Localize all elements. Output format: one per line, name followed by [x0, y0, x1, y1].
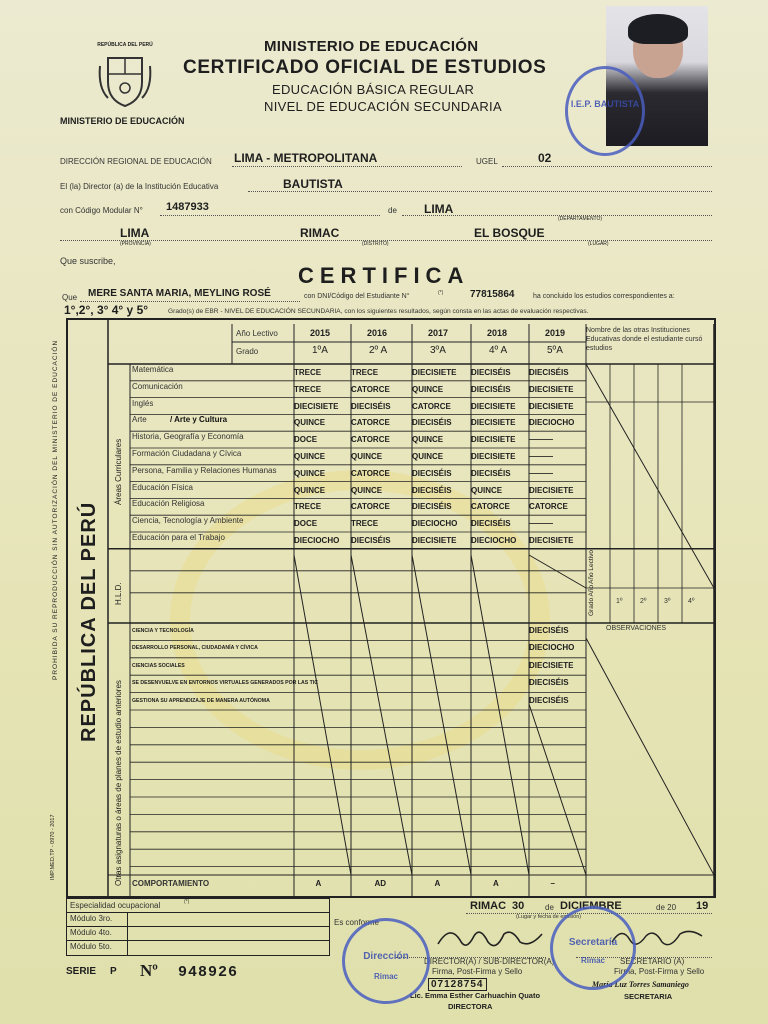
- comportamiento-mark: A: [493, 879, 499, 888]
- dre-label: DIRECCIÓN REGIONAL DE EDUCACIÓN: [60, 157, 212, 166]
- grade-label: 1ºA: [312, 345, 328, 356]
- dre-value: LIMA - METROPOLITANA: [234, 151, 378, 165]
- right-grado-label: Grado Año: [588, 584, 595, 616]
- lugar-value: EL BOSQUE: [474, 226, 545, 240]
- codigo-label: con Código Modular N°: [60, 206, 143, 215]
- year-label: 2016: [367, 328, 388, 338]
- other-subject-mark: DIECIOCHO: [529, 643, 575, 653]
- imp-text: IMP.MED.TP - 0970 - 2017: [50, 814, 56, 880]
- grade-mark: CATORCE: [351, 384, 390, 394]
- anio-label: Año Lectivo: [236, 329, 278, 338]
- de-label: de: [388, 206, 397, 215]
- diagonal-strike: [351, 555, 412, 875]
- grade-mark: DIECISIETE: [294, 401, 339, 411]
- secretary-stamp-text: Secretaría: [568, 937, 618, 948]
- comportamiento-label: COMPORTAMIENTO: [132, 879, 210, 888]
- grade-mark: DIECISIETE: [471, 418, 516, 428]
- subject-name: Historia, Geografía y Economía: [132, 432, 244, 442]
- year-label: 2019: [545, 328, 566, 338]
- issue-year: 19: [696, 900, 709, 912]
- grade-mark: DIECISIETE: [412, 368, 457, 377]
- subject-name: Arte: [132, 415, 147, 425]
- concluido-label: ha concluido los estudios correspondientes a:: [533, 293, 675, 300]
- grados-value: 1°,2°, 3° 4° y 5°: [64, 303, 149, 317]
- lugar-fecha-caption: (Lugar y fecha de emisión): [516, 914, 582, 920]
- ugel-value: 02: [538, 151, 552, 165]
- numero-value: 948926: [178, 964, 239, 981]
- grade-mark: QUINCE: [294, 452, 326, 461]
- grade-mark: DIECISÉIS: [412, 418, 452, 428]
- year-label: 2017: [428, 328, 449, 338]
- grade-mark: DIECISÉIS: [471, 468, 511, 478]
- suscribe-label: Que suscribe,: [60, 256, 116, 266]
- director-title: DIRECTOR(A) / SUB-DIRECTOR(A): [424, 957, 555, 966]
- diagonal-strike: [294, 555, 351, 875]
- grade-mark: DIECISÉIS: [412, 502, 452, 512]
- grade-mark: CATORCE: [351, 468, 390, 478]
- grade-label: 2º A: [369, 345, 388, 356]
- prov-caption: (PROVINCIA): [120, 241, 151, 247]
- grade-mark: DIECISÉIS: [412, 468, 452, 478]
- grade-mark: DIECISÉIS: [471, 384, 511, 394]
- photo-stamp-text: I.E.P. BAUTISTA: [570, 99, 640, 109]
- director-label: El (la) Director (a) de la Institución Educativa: [60, 182, 219, 191]
- grade-mark: ———: [529, 452, 553, 461]
- certificate-title: CERTIFICADO OFICIAL DE ESTUDIOS: [183, 57, 547, 78]
- grade-mark: DOCE: [294, 519, 318, 529]
- grade-mark: DIECISIETE: [529, 384, 574, 394]
- other-subject-mark: DIECISÉIS: [529, 678, 569, 688]
- grade-mark: QUINCE: [471, 485, 503, 495]
- diagonal-strike: [586, 364, 714, 588]
- grade-mark: DIECISIETE: [529, 485, 574, 495]
- signer-dni: 07128754: [428, 978, 487, 991]
- subject-name: Matemática: [132, 365, 174, 374]
- grade-mark: QUINCE: [294, 468, 326, 478]
- grade-mark: TRECE: [294, 368, 322, 377]
- dni-value: 77815864: [470, 289, 515, 300]
- issue-month: DICIEMBRE: [560, 900, 622, 912]
- grade-mark: DOCE: [294, 435, 318, 445]
- dist-caption: (DISTRITO): [362, 241, 389, 247]
- subject-name: Ciencia, Tecnología y Ambiente: [132, 516, 244, 526]
- serie-value: P: [110, 966, 117, 977]
- grade-label: 4º A: [489, 345, 508, 356]
- modulo4-label: Módulo 4to.: [70, 928, 112, 937]
- observaciones-label: OBSERVACIONES: [606, 625, 667, 632]
- grades-table: [66, 318, 716, 898]
- issue-de1: de: [545, 903, 554, 912]
- header-sub2: NIVEL DE EDUCACIÓN SECUNDARIA: [264, 99, 502, 114]
- ministry-title: MINISTERIO DE EDUCACIÓN: [264, 38, 479, 55]
- director-signature: [430, 918, 550, 958]
- comportamiento-mark: A: [315, 879, 322, 888]
- grade-label: 3ºA: [430, 345, 446, 356]
- numero-label: Nº: [140, 961, 158, 980]
- grade-mark: DIECISIETE: [471, 401, 516, 411]
- grado-label: Grado: [236, 347, 259, 356]
- codigo-line: [160, 215, 380, 216]
- peru-coat-of-arms-icon: [96, 42, 154, 112]
- director-firma: Firma, Post-Firma y Sello: [432, 967, 523, 976]
- student-name: MERE SANTA MARIA, MEYLING ROSÉ: [88, 288, 271, 299]
- secretary-title: SECRETARIO (A): [620, 957, 685, 966]
- issue-day: 30: [512, 900, 525, 912]
- codigo-value: 1487933: [166, 201, 209, 213]
- other-subject-mark: DIECISÉIS: [529, 695, 569, 705]
- grade-mark: DIECISIETE: [471, 452, 516, 461]
- ugel-label: UGEL: [476, 157, 498, 166]
- other-subject-name: CIENCIAS SOCIALES: [132, 662, 185, 669]
- grade-mark: TRECE: [351, 368, 379, 377]
- right-col-label: 1º: [616, 598, 623, 605]
- grade-mark: DIECISIETE: [529, 536, 574, 545]
- ministry-left-label: MINISTERIO DE EDUCACIÓN: [60, 116, 185, 126]
- grade-mark: DIECISIETE: [412, 536, 457, 545]
- right-col-label: 2º: [640, 598, 647, 605]
- grade-mark: QUINCE: [351, 485, 383, 495]
- especialidad-label: Especialidad ocupacional: [70, 901, 161, 910]
- other-subject-mark: DIECISIETE: [529, 660, 574, 670]
- diagonal-strike: [586, 638, 714, 875]
- grade-mark: CATORCE: [529, 502, 568, 512]
- grade-mark: QUINCE: [294, 418, 326, 428]
- dni-label: con DNI/Código del Estudiante N°: [304, 293, 410, 300]
- grade-mark: DIECISÉIS: [351, 401, 391, 411]
- grade-mark: DIECIOCHO: [412, 519, 458, 529]
- diagonal-strike: [412, 555, 471, 875]
- grade-mark: CATORCE: [351, 435, 390, 445]
- dep-value: LIMA: [424, 202, 454, 216]
- other-subject-name: GESTIONA SU APRENDIZAJE DE MANERA AUTÓNOMA: [132, 697, 270, 704]
- dni-note: (*): [438, 290, 444, 296]
- ie-line: [248, 191, 712, 192]
- subject-name: Inglés: [132, 398, 154, 408]
- subject-name: Comunicación: [132, 381, 183, 391]
- other-subject-mark: DIECISÉIS: [529, 626, 569, 635]
- grade-mark: DIECISÉIS: [471, 368, 511, 377]
- subject-extra: / Arte y Cultura: [170, 415, 228, 425]
- areas-vertical: Áreas Curriculares: [114, 438, 123, 505]
- ie-value: BAUTISTA: [283, 177, 343, 191]
- dre-line: [232, 166, 462, 167]
- director-stamp: [342, 918, 430, 1004]
- grade-mark: CATORCE: [412, 401, 451, 411]
- diagonal-strike: [471, 555, 529, 875]
- director-role: DIRECTORA: [448, 1002, 493, 1011]
- serie-label: SERIE: [66, 966, 97, 977]
- grade-mark: DIECISIETE: [471, 435, 516, 445]
- issue-place: RIMAC: [470, 900, 507, 912]
- modulo3-label: Módulo 3ro.: [70, 914, 113, 923]
- subject-name: Educación para el Trabajo: [132, 533, 225, 542]
- other-subject-name: SE DESENVUELVE EN ENTORNOS VIRTUALES GENERADOS POR LAS TIC: [132, 680, 319, 687]
- secretary-role: SECRETARIA: [624, 992, 673, 1001]
- grade-mark: ———: [529, 519, 553, 529]
- hld-vertical: H.L.D.: [114, 582, 123, 605]
- otras-vertical: Otras asignaturas o áreas de planes de estudio anteriores: [114, 680, 123, 886]
- republica-vertical: REPÚBLICA DEL PERÚ: [78, 501, 100, 742]
- grade-mark: DIECIOCHO: [294, 536, 340, 545]
- secretary-stamp: [550, 906, 636, 990]
- year-label: 2015: [310, 328, 331, 338]
- director-stamp-text: Dirección: [363, 951, 409, 962]
- secretary-firma: Firma, Post-Firma y Sello: [614, 967, 705, 976]
- other-subject-name: DESARROLLO PERSONAL, CIUDADANÍA Y CÍVICA: [132, 645, 258, 652]
- diagonal-strike: [529, 555, 586, 588]
- lugar-caption: (LUGAR): [588, 241, 609, 247]
- grade-mark: DIECISIETE: [529, 401, 574, 411]
- grados-text: Grado(s) de EBR - NIVEL DE EDUCACIÓN SECUNDARIA, con los siguientes resultados, según consta en las actas de evaluación respectivas.: [168, 308, 589, 315]
- director-stamp-place: Rimac: [373, 972, 398, 981]
- grade-mark: TRECE: [294, 384, 322, 394]
- grade-mark: DIECISÉIS: [412, 485, 452, 495]
- grade-mark: ———: [529, 468, 553, 478]
- others-header: Nombre de las otras Instituciones Educativas donde el estudiante cursó estudios: [586, 327, 703, 352]
- ugel-line: [502, 166, 712, 167]
- right-col-label: 3º: [664, 598, 671, 605]
- grade-mark: DIECISÉIS: [471, 519, 511, 529]
- grade-mark: QUINCE: [412, 435, 444, 445]
- grade-mark: DIECIOCHO: [529, 418, 575, 428]
- prov-value: LIMA: [120, 226, 150, 240]
- grade-mark: QUINCE: [412, 452, 444, 461]
- grade-mark: CATORCE: [351, 502, 390, 512]
- prohibida-text: PROHIBIDA SU REPRODUCCIÓN SIN AUTORIZACIÓN DEL MINISTERIO DE EDUCACIÓN: [52, 339, 59, 680]
- grade-label: 5ºA: [547, 345, 563, 356]
- right-col-label: 4º: [688, 598, 695, 605]
- comportamiento-mark: –: [550, 879, 555, 888]
- subject-name: Formación Ciudadana y Cívica: [132, 449, 242, 458]
- issue-de2: de 20: [656, 903, 677, 912]
- grade-mark: DIECISÉIS: [351, 536, 391, 545]
- grade-mark: TRECE: [294, 502, 322, 512]
- photo-stamp: [565, 66, 645, 156]
- grade-mark: QUINCE: [412, 384, 444, 394]
- es-conforme-label: Es conforme: [334, 918, 379, 927]
- grade-mark: DIECIOCHO: [471, 536, 517, 545]
- student-line: [80, 301, 300, 302]
- year-label: 2018: [487, 328, 508, 338]
- secretary-name: María Luz Torres Samaniego: [592, 980, 689, 989]
- dist-value: RIMAC: [300, 226, 340, 240]
- grade-mark: QUINCE: [294, 485, 326, 495]
- que-label: Que: [62, 293, 78, 302]
- subject-name: Educación Religiosa: [132, 499, 205, 509]
- comportamiento-mark: A: [434, 879, 441, 888]
- other-subject-name: CIENCIA Y TECNOLOGÍA: [132, 628, 194, 634]
- right-anio-label: Año Lectivo: [588, 550, 595, 584]
- grade-mark: QUINCE: [351, 452, 383, 461]
- grade-mark: ———: [529, 435, 553, 445]
- grade-mark: CATORCE: [351, 418, 390, 428]
- grade-mark: CATORCE: [471, 502, 510, 512]
- especialidad-note: (*): [184, 899, 190, 905]
- subject-name: Persona, Familia y Relaciones Humanas: [132, 465, 277, 475]
- comportamiento-mark: AD: [374, 879, 387, 888]
- dep-caption: (DEPARTAMENTO): [558, 216, 603, 222]
- grade-mark: TRECE: [351, 519, 379, 529]
- grade-mark: DIECISÉIS: [529, 368, 569, 377]
- certifica-title: CERTIFICA: [298, 263, 470, 288]
- header-sub1: EDUCACIÓN BÁSICA REGULAR: [272, 82, 475, 97]
- director-name: Lic. Emma Esther Carhuachin Quato: [410, 991, 541, 1000]
- secretary-stamp-place: Rímac: [580, 956, 605, 965]
- seal-text: REPÚBLICA DEL PERÚ: [97, 42, 153, 48]
- subject-name: Educación Física: [132, 482, 193, 492]
- modulo5-label: Módulo 5to.: [70, 942, 112, 951]
